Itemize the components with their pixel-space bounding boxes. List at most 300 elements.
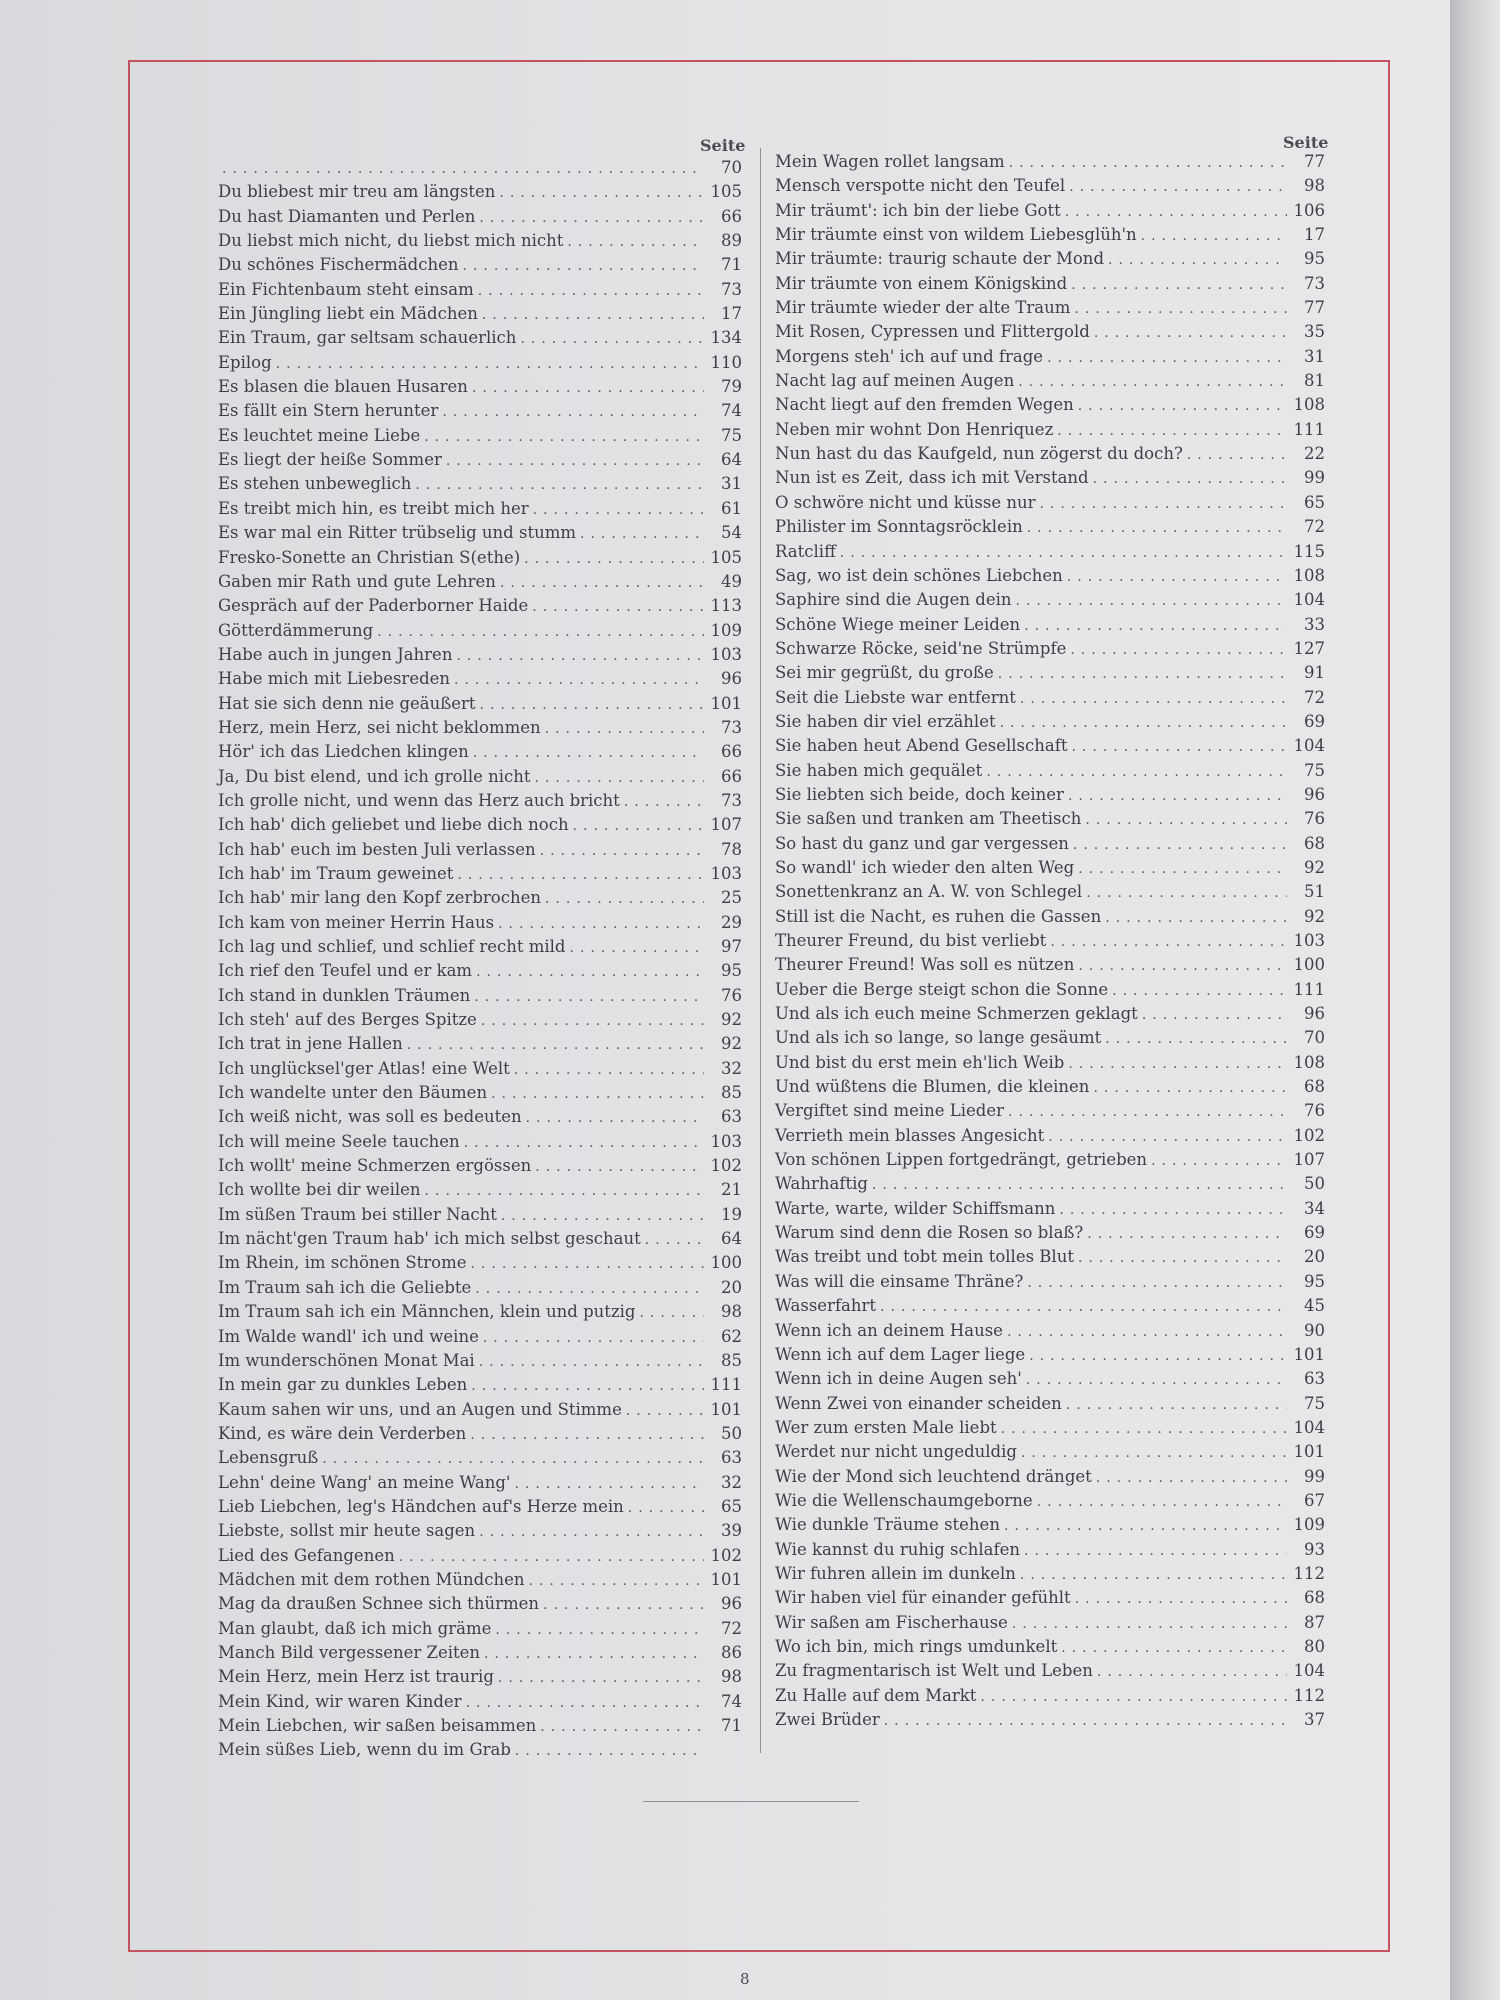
entry-title: So hast du ganz und gar vergessen bbox=[775, 833, 1069, 853]
dot-leader bbox=[470, 1252, 704, 1276]
index-entry bbox=[218, 253, 742, 277]
entry-page-number: 77 bbox=[1304, 152, 1325, 171]
column-divider bbox=[760, 148, 761, 1753]
dot-leader bbox=[415, 473, 704, 497]
dot-leader bbox=[573, 814, 704, 838]
index-entry bbox=[775, 442, 1325, 466]
dot-leader bbox=[1105, 906, 1287, 930]
entry-title: Sonettenkranz an A. W. von Schlegel bbox=[775, 882, 1083, 902]
entry-title: Ein Jüngling liebt ein Mädchen bbox=[218, 304, 478, 324]
entry-title: Ich lag und schlief, und schlief recht mild bbox=[218, 937, 566, 956]
index-entry bbox=[775, 466, 1325, 490]
entry-page-number: 92 bbox=[721, 1034, 742, 1054]
index-entry bbox=[775, 540, 1325, 564]
entry-title: Still ist die Nacht, es ruhen die Gassen bbox=[775, 906, 1102, 926]
index-entry bbox=[775, 296, 1325, 320]
entry-page-number: 76 bbox=[721, 985, 742, 1005]
entry-page-number: 70 bbox=[1304, 1028, 1325, 1048]
dot-leader bbox=[1068, 784, 1287, 808]
index-entry bbox=[218, 326, 742, 350]
index-entry bbox=[775, 588, 1325, 612]
entry-page-number: 101 bbox=[710, 693, 742, 713]
index-entry bbox=[218, 497, 742, 521]
index-entry bbox=[218, 1665, 742, 1689]
dot-leader bbox=[1059, 1198, 1287, 1222]
dot-leader bbox=[1018, 370, 1287, 394]
entry-page-number: 96 bbox=[721, 1594, 742, 1614]
entry-title: Vergiftet sind meine Lieder bbox=[775, 1101, 1004, 1121]
index-entry bbox=[775, 564, 1325, 588]
entry-page-number: 51 bbox=[1304, 882, 1325, 902]
index-entry bbox=[775, 150, 1325, 174]
entry-title: Im nächt'gen Traum hab' ich mich selbst geschaut bbox=[218, 1229, 641, 1249]
index-entry bbox=[218, 1519, 742, 1543]
entry-page-number: 85 bbox=[721, 1350, 742, 1370]
entry-title: Mir träumte einst von wildem Liebesglüh'n bbox=[775, 225, 1137, 245]
index-entry bbox=[218, 1276, 742, 1300]
index-entry bbox=[775, 491, 1325, 515]
index-entry bbox=[218, 472, 742, 496]
index-entry bbox=[775, 1172, 1325, 1196]
dot-leader bbox=[479, 1350, 704, 1374]
index-entry bbox=[218, 1008, 742, 1032]
entry-title: Wenn ich in deine Augen seh' bbox=[775, 1369, 1022, 1389]
entry-page-number: 101 bbox=[1293, 1442, 1325, 1462]
index-entry bbox=[218, 205, 742, 229]
entry-page-number: 31 bbox=[1304, 346, 1325, 366]
dot-leader bbox=[377, 620, 704, 644]
page-edge bbox=[1450, 0, 1500, 2000]
entry-page-number: 92 bbox=[721, 1010, 742, 1030]
index-entry bbox=[218, 1738, 742, 1762]
index-entry bbox=[218, 1495, 742, 1519]
dot-leader bbox=[442, 400, 704, 424]
index-entry bbox=[775, 1075, 1325, 1099]
dot-leader bbox=[1071, 735, 1287, 759]
entry-page-number: 64 bbox=[721, 450, 742, 470]
right-column-header: Seite bbox=[1283, 133, 1329, 152]
dot-leader bbox=[986, 760, 1287, 784]
index-entry bbox=[775, 320, 1325, 344]
entry-title: Ich will meine Seele tauchen bbox=[218, 1131, 460, 1151]
index-entry bbox=[218, 1032, 742, 1056]
entry-page-number: 80 bbox=[1304, 1636, 1325, 1656]
dot-leader bbox=[1093, 1076, 1287, 1100]
entry-page-number: 95 bbox=[721, 961, 742, 981]
entry-title: Du liebst mich nicht, du liebst mich nicht bbox=[218, 231, 564, 251]
entry-page-number: 17 bbox=[721, 304, 742, 324]
entry-title: Wasserfahrt bbox=[775, 1296, 877, 1316]
index-entry bbox=[775, 1684, 1325, 1708]
entry-title: Schwarze Röcke, seid'ne Strümpfe bbox=[775, 638, 1067, 658]
entry-title: Ich steh' auf des Berges Spitze bbox=[218, 1010, 477, 1030]
entry-title: Lied des Gefangenen bbox=[218, 1545, 395, 1565]
entry-title: Es fällt ein Stern herunter bbox=[218, 401, 439, 421]
dot-leader bbox=[500, 571, 704, 595]
entry-page-number: 76 bbox=[1304, 1101, 1325, 1121]
dot-leader bbox=[322, 1447, 704, 1471]
dot-leader bbox=[840, 541, 1287, 565]
index-entry bbox=[775, 199, 1325, 223]
index-entry bbox=[218, 1592, 742, 1616]
entry-title: Du schönes Fischermädchen bbox=[218, 255, 459, 275]
entry-page-number: 104 bbox=[1293, 590, 1325, 610]
index-entry bbox=[775, 1051, 1325, 1075]
dot-leader bbox=[1108, 248, 1287, 272]
dot-leader bbox=[980, 1685, 1287, 1709]
entry-title: Wie die Wellenschaumgeborne bbox=[775, 1490, 1033, 1510]
dot-leader bbox=[1078, 1246, 1287, 1270]
dot-leader bbox=[515, 1739, 704, 1763]
entry-title: Mein süßes Lieb, wenn du im Grab bbox=[218, 1740, 511, 1760]
entry-title: Ich hab' mir lang den Kopf zerbrochen bbox=[218, 888, 541, 908]
entry-page-number: 98 bbox=[721, 1667, 742, 1687]
entry-page-number: 21 bbox=[721, 1180, 742, 1200]
entry-title: Sie haben mich gequälet bbox=[775, 760, 983, 780]
entry-page-number: 65 bbox=[1304, 492, 1325, 512]
right-index-column bbox=[775, 150, 1325, 1732]
entry-page-number: 37 bbox=[1304, 1710, 1325, 1729]
dot-leader bbox=[463, 254, 705, 278]
entry-page-number: 45 bbox=[1304, 1296, 1325, 1316]
entry-page-number: 69 bbox=[1304, 1223, 1325, 1243]
index-entry bbox=[775, 783, 1325, 807]
dot-leader bbox=[1057, 419, 1287, 443]
index-entry bbox=[218, 521, 742, 545]
entry-title: Ich trat in jene Hallen bbox=[218, 1034, 403, 1054]
dot-leader bbox=[483, 1326, 704, 1350]
index-entry bbox=[775, 1538, 1325, 1562]
dot-leader bbox=[1097, 1660, 1287, 1684]
entry-title: Ich wollt' meine Schmerzen ergössen bbox=[218, 1156, 532, 1176]
index-entry bbox=[218, 570, 742, 594]
index-entry bbox=[775, 1245, 1325, 1269]
dot-leader bbox=[470, 1423, 704, 1447]
dot-leader bbox=[872, 1173, 1287, 1197]
index-entry bbox=[775, 880, 1325, 904]
dot-leader bbox=[543, 1593, 704, 1617]
dot-leader bbox=[1075, 1587, 1287, 1611]
index-entry bbox=[775, 686, 1325, 710]
index-entry bbox=[775, 1489, 1325, 1513]
entry-page-number: 79 bbox=[721, 377, 742, 397]
index-entry bbox=[775, 1416, 1325, 1440]
index-entry bbox=[775, 1611, 1325, 1635]
index-entry bbox=[218, 156, 742, 180]
dot-leader bbox=[1026, 1368, 1287, 1392]
entry-page-number: 104 bbox=[1293, 1661, 1325, 1681]
dot-leader bbox=[501, 1204, 704, 1228]
dot-leader bbox=[1012, 1612, 1287, 1636]
entry-page-number: 92 bbox=[1304, 857, 1325, 877]
entry-page-number: 72 bbox=[721, 1618, 742, 1638]
dot-leader bbox=[1068, 1052, 1287, 1076]
entry-title: Schöne Wiege meiner Leiden bbox=[775, 614, 1021, 634]
index-entry bbox=[218, 886, 742, 910]
entry-page-number: 81 bbox=[1304, 371, 1325, 391]
index-entry bbox=[775, 1124, 1325, 1148]
dot-leader bbox=[998, 662, 1287, 686]
index-entry bbox=[775, 637, 1325, 661]
index-entry bbox=[218, 1081, 742, 1105]
dot-leader bbox=[570, 936, 705, 960]
entry-page-number: 103 bbox=[710, 863, 742, 883]
entry-page-number: 19 bbox=[721, 1204, 742, 1224]
dot-leader bbox=[1037, 1490, 1287, 1514]
index-entry bbox=[775, 929, 1325, 953]
entry-page-number: 104 bbox=[1293, 736, 1325, 756]
entry-title: Lehn' deine Wang' an meine Wang' bbox=[218, 1472, 511, 1492]
entry-page-number: 103 bbox=[1293, 931, 1325, 950]
dot-leader bbox=[1027, 516, 1287, 540]
dot-leader bbox=[1141, 224, 1287, 248]
entry-title: Saphire sind die Augen dein bbox=[775, 590, 1012, 610]
dot-leader bbox=[481, 1009, 704, 1033]
entry-page-number: 76 bbox=[1304, 809, 1325, 829]
index-entry bbox=[218, 1349, 742, 1373]
entry-title: Wir saßen am Fischerhause bbox=[775, 1612, 1008, 1632]
dot-leader bbox=[1065, 200, 1287, 224]
entry-title: Was treibt und tobt mein tolles Blut bbox=[775, 1247, 1074, 1267]
entry-page-number: 108 bbox=[1293, 565, 1325, 585]
entry-title: Zu Halle auf dem Markt bbox=[775, 1685, 977, 1705]
entry-title: Mensch verspotte nicht den Teufel bbox=[775, 176, 1066, 196]
entry-page-number: 98 bbox=[1304, 176, 1325, 196]
index-entry bbox=[775, 1002, 1325, 1026]
dot-leader bbox=[1024, 614, 1287, 638]
dot-leader bbox=[1007, 1320, 1287, 1344]
entry-title: Mit Rosen, Cypressen und Flittergold bbox=[775, 322, 1090, 342]
index-entry bbox=[218, 424, 742, 448]
dot-leader bbox=[1020, 687, 1287, 711]
entry-title: Ueber die Berge steigt schon die Sonne bbox=[775, 979, 1109, 999]
dot-leader bbox=[1047, 346, 1287, 370]
dot-leader bbox=[1105, 1027, 1287, 1051]
index-entry bbox=[218, 399, 742, 423]
index-entry bbox=[218, 1203, 742, 1227]
entry-title: Mir träumte von einem Königskind bbox=[775, 273, 1068, 293]
entry-title: Hör' ich das Liedchen klingen bbox=[218, 742, 469, 762]
dot-leader bbox=[1069, 175, 1287, 199]
entry-page-number: 112 bbox=[1293, 1563, 1325, 1583]
entry-title: Zu fragmentarisch ist Welt und Leben bbox=[775, 1661, 1093, 1681]
entry-title: Verrieth mein blasses Angesicht bbox=[775, 1125, 1045, 1145]
entry-title: Ich grolle nicht, und wenn das Herz auch bricht bbox=[218, 790, 620, 810]
entry-page-number: 62 bbox=[721, 1326, 742, 1346]
entry-page-number: 67 bbox=[1304, 1490, 1325, 1510]
dot-leader bbox=[1074, 297, 1287, 321]
index-entry bbox=[218, 667, 742, 691]
dot-leader bbox=[425, 1179, 704, 1203]
index-entry bbox=[775, 1465, 1325, 1489]
entry-page-number: 34 bbox=[1304, 1198, 1325, 1218]
entry-title: Ich hab' im Traum geweinet bbox=[218, 863, 454, 883]
entry-page-number: 63 bbox=[1304, 1369, 1325, 1389]
entry-title: Warum sind denn die Rosen so blaß? bbox=[775, 1223, 1084, 1243]
entry-page-number: 105 bbox=[710, 547, 742, 567]
index-entry bbox=[775, 953, 1325, 977]
entry-title: Ich kam von meiner Herrin Haus bbox=[218, 912, 495, 932]
entry-page-number: 17 bbox=[1304, 225, 1325, 245]
dot-leader bbox=[1029, 1344, 1287, 1368]
index-entry bbox=[775, 1148, 1325, 1172]
dot-leader bbox=[473, 741, 704, 765]
entry-title: Es leuchtet meine Liebe bbox=[218, 425, 421, 445]
index-entry bbox=[218, 448, 742, 472]
index-entry bbox=[218, 1130, 742, 1154]
entry-title: Nun ist es Zeit, dass ich mit Verstand bbox=[775, 468, 1089, 488]
entry-title: Sie haben heut Abend Gesellschaft bbox=[775, 736, 1068, 756]
index-entry bbox=[775, 1367, 1325, 1391]
dot-leader bbox=[1086, 881, 1287, 905]
dot-leader bbox=[498, 912, 704, 936]
index-entry bbox=[775, 905, 1325, 929]
entry-page-number: 64 bbox=[721, 1229, 742, 1249]
entry-page-number: 134 bbox=[710, 328, 742, 348]
index-entry bbox=[775, 174, 1325, 198]
entry-title: Ich hab' dich geliebet und liebe dich noch bbox=[218, 815, 569, 835]
entry-page-number: 68 bbox=[1304, 1588, 1325, 1608]
index-entry bbox=[775, 978, 1325, 1002]
entry-title: Theurer Freund! Was soll es nützen bbox=[775, 955, 1075, 975]
entry-title: Im Walde wandl' ich und weine bbox=[218, 1326, 479, 1346]
entry-page-number: 32 bbox=[721, 1058, 742, 1078]
entry-title: Kind, es wäre dein Verderben bbox=[218, 1423, 467, 1443]
entry-title: Ich stand in dunklen Träumen bbox=[218, 985, 471, 1005]
index-entry bbox=[775, 1586, 1325, 1610]
entry-title: Gaben mir Rath und gute Lehren bbox=[218, 571, 496, 591]
entry-title: Und bist du erst mein eh'lich Weib bbox=[775, 1052, 1065, 1072]
entry-page-number: 95 bbox=[1304, 249, 1325, 269]
dot-leader bbox=[520, 327, 704, 351]
dot-leader bbox=[498, 1666, 704, 1690]
dot-leader bbox=[1021, 1441, 1287, 1465]
entry-title: Wie der Mond sich leuchtend dränget bbox=[775, 1466, 1092, 1486]
entry-title: Es war mal ein Ritter trübselig und stumm bbox=[218, 523, 577, 543]
entry-title: Und als ich euch meine Schmerzen geklagt bbox=[775, 1004, 1138, 1024]
index-entry bbox=[775, 807, 1325, 831]
index-entry bbox=[218, 1105, 742, 1129]
entry-title: Wir haben viel für einander gefühlt bbox=[775, 1588, 1071, 1608]
index-entry bbox=[775, 1343, 1325, 1367]
entry-page-number: 108 bbox=[1293, 1052, 1325, 1072]
index-entry bbox=[218, 375, 742, 399]
index-entry bbox=[775, 369, 1325, 393]
entry-title: Manch Bild vergessener Zeiten bbox=[218, 1642, 481, 1662]
dot-leader bbox=[514, 1472, 704, 1496]
entry-page-number: 72 bbox=[1304, 687, 1325, 707]
dot-leader bbox=[479, 1520, 704, 1544]
entry-title: Philister im Sonntagsröcklein bbox=[775, 517, 1023, 537]
entry-title: Es blasen die blauen Husaren bbox=[218, 377, 468, 397]
index-entry bbox=[218, 1251, 742, 1275]
index-entry bbox=[218, 180, 742, 204]
index-entry bbox=[218, 302, 742, 326]
index-entry bbox=[218, 1471, 742, 1495]
dot-leader bbox=[1070, 638, 1287, 662]
entry-page-number: 66 bbox=[721, 206, 742, 226]
entry-title: Wahrhaftig bbox=[775, 1174, 868, 1194]
index-entry bbox=[775, 1659, 1325, 1683]
entry-page-number: 105 bbox=[710, 182, 742, 202]
entry-title: Mädchen mit dem rothen Mündchen bbox=[218, 1569, 525, 1589]
index-entry bbox=[218, 546, 742, 570]
dot-leader bbox=[446, 449, 704, 473]
entry-title: Warte, warte, wilder Schiffsmann bbox=[775, 1198, 1056, 1218]
entry-title: Im Traum sah ich ein Männchen, klein und putzig bbox=[218, 1302, 636, 1322]
index-entry bbox=[218, 1714, 742, 1738]
index-entry bbox=[218, 1300, 742, 1324]
entry-title: O schwöre nicht und küsse nur bbox=[775, 492, 1036, 512]
dot-leader bbox=[1016, 589, 1287, 613]
entry-page-number: 107 bbox=[710, 815, 742, 835]
dot-leader bbox=[1039, 492, 1287, 516]
entry-title: Ich wandelte unter den Bäumen bbox=[218, 1083, 488, 1103]
entry-title: Fresko-Sonette an Christian S(ethe) bbox=[218, 547, 521, 567]
entry-page-number: 73 bbox=[1304, 273, 1325, 293]
index-entry bbox=[775, 1392, 1325, 1416]
entry-page-number: 49 bbox=[721, 571, 742, 591]
entry-page-number: 73 bbox=[721, 790, 742, 810]
entry-page-number: 86 bbox=[721, 1642, 742, 1662]
dot-leader bbox=[1112, 979, 1287, 1003]
entry-title: Wir fuhren allein im dunkeln bbox=[775, 1563, 1016, 1583]
index-entry bbox=[775, 661, 1325, 685]
entry-page-number: 85 bbox=[721, 1083, 742, 1103]
entry-title: Ratcliff bbox=[775, 541, 836, 561]
index-entry bbox=[775, 223, 1325, 247]
index-entry bbox=[218, 1641, 742, 1665]
entry-page-number: 103 bbox=[710, 1131, 742, 1151]
entry-page-number: 68 bbox=[1304, 833, 1325, 853]
dot-leader bbox=[495, 1618, 704, 1642]
entry-page-number: 29 bbox=[721, 912, 742, 932]
entry-title: Nun hast du das Kaufgeld, nun zögerst du doch? bbox=[775, 444, 1183, 464]
entry-title: Ein Fichtenbaum steht einsam bbox=[218, 279, 474, 299]
entry-page-number: 33 bbox=[1304, 614, 1325, 634]
entry-title: In mein gar zu dunkles Leben bbox=[218, 1375, 468, 1395]
dot-leader bbox=[491, 1082, 704, 1106]
entry-page-number: 77 bbox=[1304, 298, 1325, 318]
dot-leader bbox=[484, 1642, 704, 1666]
entry-page-number: 75 bbox=[1304, 1393, 1325, 1413]
index-entry bbox=[218, 278, 742, 302]
entry-title: Im süßen Traum bei stiller Nacht bbox=[218, 1204, 497, 1224]
entry-title: So wandl' ich wieder den alten Weg bbox=[775, 857, 1075, 877]
index-entry bbox=[775, 418, 1325, 442]
dot-leader bbox=[1001, 1417, 1287, 1441]
entry-page-number: 102 bbox=[710, 1545, 742, 1565]
entry-page-number: 112 bbox=[1293, 1685, 1325, 1705]
index-entry bbox=[218, 1227, 742, 1251]
dot-leader bbox=[1027, 1271, 1287, 1295]
index-entry bbox=[775, 1708, 1325, 1732]
dot-leader bbox=[1094, 321, 1287, 345]
index-entry bbox=[775, 759, 1325, 783]
index-entry bbox=[775, 1440, 1325, 1464]
index-entry bbox=[218, 765, 742, 789]
entry-title: Im Traum sah ich die Geliebte bbox=[218, 1277, 472, 1297]
dot-leader bbox=[1078, 394, 1287, 418]
index-entry bbox=[775, 1294, 1325, 1318]
entry-page-number: 101 bbox=[710, 1569, 742, 1589]
index-entry bbox=[775, 247, 1325, 271]
index-entry bbox=[775, 1270, 1325, 1294]
dot-leader bbox=[1009, 151, 1287, 175]
index-entry bbox=[218, 1446, 742, 1470]
entry-page-number: 96 bbox=[1304, 1004, 1325, 1024]
entry-title: Wo ich bin, mich rings umdunkelt bbox=[775, 1636, 1058, 1656]
